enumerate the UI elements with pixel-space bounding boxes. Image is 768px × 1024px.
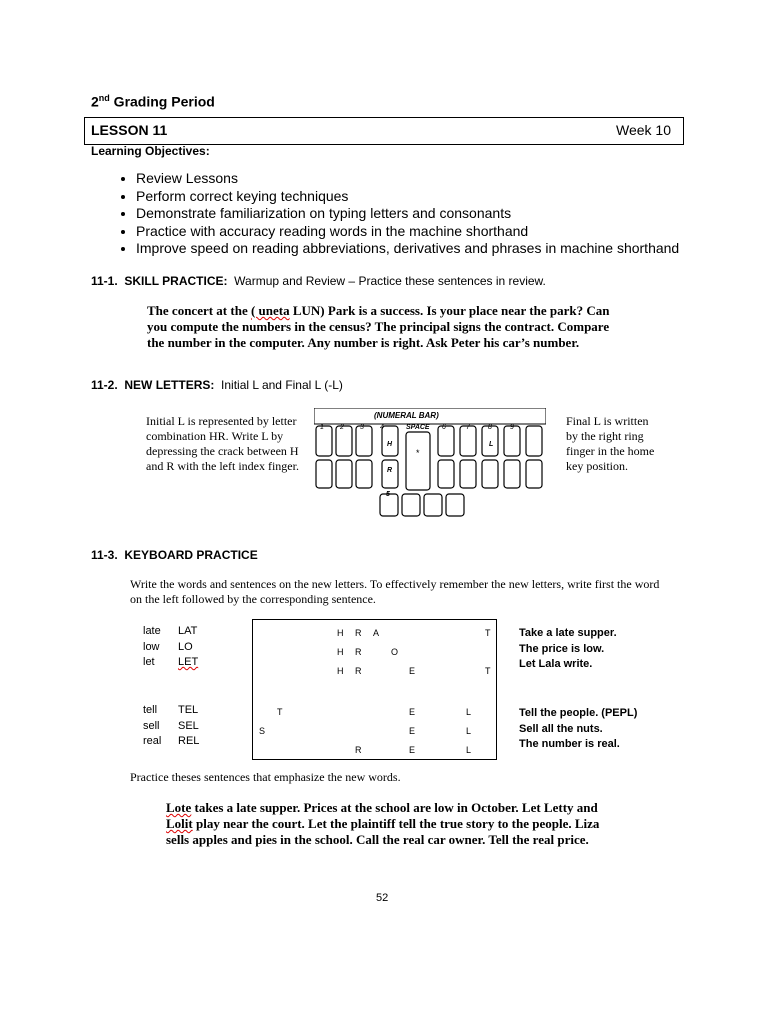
steno-letter: H — [337, 666, 344, 676]
sentence: The number is real. — [519, 738, 620, 750]
key-num: 7 — [466, 424, 470, 431]
section-11-3-instructions: Write the words and sentences on the new letters. To effectively remember the new letters, write first the word on the left followed by the corresponding sentence. — [130, 577, 660, 606]
key-num: 6 — [442, 424, 446, 431]
steno-letter: E — [409, 745, 416, 755]
sentence: Take a late supper. — [519, 627, 617, 639]
steno-letter: T — [485, 628, 491, 638]
steno-letter: E — [409, 666, 416, 676]
objective-item: • Perform correct keying techniques — [136, 188, 756, 206]
steno-letter: R — [355, 745, 362, 755]
section-11-2-heading: 11-2. NEW LETTERS: Initial L and Final L (-L) — [91, 378, 343, 392]
objective-item: • Demonstrate familiarization on typing letters and consonants — [136, 205, 756, 223]
sentence: Let Lala write. — [519, 658, 593, 670]
steno-letter: O — [391, 647, 399, 657]
objective-item: • Practice with accuracy reading words in the machine shorthand — [136, 223, 756, 241]
key-num: 3 — [360, 424, 364, 431]
key-r-label: R — [387, 467, 393, 474]
objective-item: • Review Lessons — [136, 170, 756, 188]
abbr: SEL — [178, 719, 199, 732]
sentence-list-group-2 — [519, 706, 637, 753]
abbr: REL — [178, 735, 200, 747]
abbr-list-group-1 — [178, 624, 198, 671]
space-label: SPACE — [406, 424, 430, 431]
steno-letter: H — [337, 628, 344, 638]
numeral-bar-label: (NUMERAL BAR) — [374, 411, 439, 420]
word: sell — [143, 719, 160, 732]
steno-letter: E — [409, 726, 416, 736]
initial-l-description: Initial L is represented by letter combination HR. Write L by depressing the crack between H and R with the left index finger. — [146, 414, 299, 473]
steno-letter: A — [373, 628, 380, 638]
section-11-3-heading: 11-3. KEYBOARD PRACTICE — [91, 548, 258, 562]
key-star-label: * — [416, 448, 420, 458]
abbr: TEL — [178, 704, 199, 716]
steno-letter: E — [409, 707, 416, 717]
key-num: 8 — [488, 424, 492, 431]
key-num: 9 — [510, 424, 514, 431]
key-h-label: H — [387, 441, 393, 448]
word: let — [143, 656, 155, 668]
steno-notes-box — [252, 619, 497, 760]
abbr: LET — [178, 656, 199, 668]
steno-letter: H — [337, 647, 344, 657]
steno-letter: R — [355, 647, 362, 657]
section-11-1-heading: 11-1. SKILL PRACTICE: Warmup and Review – Practice these sentences in review. — [91, 274, 546, 288]
page-number: 52 — [376, 892, 389, 904]
abbr: LAT — [178, 625, 198, 637]
practice-intro: Practice theses sentences that emphasize the new words. — [130, 770, 401, 784]
practice-sentences: Lote takes a late supper. Prices at the school are low in October. Let Letty and Lolit play near the court. Let the plaintiff tell the true story to the people. Liza sells apples and pies in the school. Call the real car owner. Tell the real price. — [166, 800, 600, 847]
key-num: 1 — [320, 424, 324, 431]
word: tell — [143, 704, 158, 716]
steno-letter: L — [466, 707, 472, 717]
word-list-group-1 — [143, 624, 161, 671]
objectives-title: Learning Objectives: — [91, 144, 210, 158]
key-l-label: L — [489, 441, 494, 448]
sentence: Tell the people. (PEPL) — [519, 707, 638, 719]
steno-keyboard-diagram — [314, 408, 546, 518]
abbr: LO — [178, 640, 193, 653]
steno-letter: T — [485, 666, 491, 676]
steno-letter: S — [259, 726, 266, 736]
objectives-list — [110, 170, 756, 258]
objective-item: • Improve speed on reading abbreviations, derivatives and phrases in machine shorthand — [136, 240, 756, 258]
steno-letter: R — [355, 666, 362, 676]
steno-letter: T — [277, 707, 283, 717]
grading-period-title: 2nd Grading Period — [91, 93, 215, 110]
key-5-label: 5 — [386, 491, 390, 498]
word: real — [143, 735, 162, 747]
word: low — [143, 640, 160, 653]
lesson-header-box — [84, 117, 684, 145]
steno-letter: R — [355, 628, 362, 638]
sentence: Sell all the nuts. — [519, 722, 603, 735]
final-l-description: Final L is written by the right ring finger in the home key position. — [566, 414, 655, 473]
steno-letter: L — [466, 745, 472, 755]
steno-letter: L — [466, 726, 472, 736]
word-list-group-2 — [143, 703, 161, 750]
abbr-list-group-2 — [178, 703, 199, 750]
key-num: 4 — [380, 424, 384, 431]
sentence-list-group-1 — [519, 626, 617, 673]
key-num: 2 — [340, 424, 344, 431]
sentence: The price is low. — [519, 642, 605, 655]
section-11-1-sentences: The concert at the ( uneta LUN) Park is a success. Is your place near the park? Can you compute the numbers in the census? The principal signs the contract. Compare the number in the computer. Any number is right. Ask Peter his car’s number. — [147, 303, 610, 350]
word: late — [143, 625, 161, 637]
lesson-title: LESSON 11 — [91, 122, 168, 138]
week-label: Week 10 — [616, 122, 671, 138]
